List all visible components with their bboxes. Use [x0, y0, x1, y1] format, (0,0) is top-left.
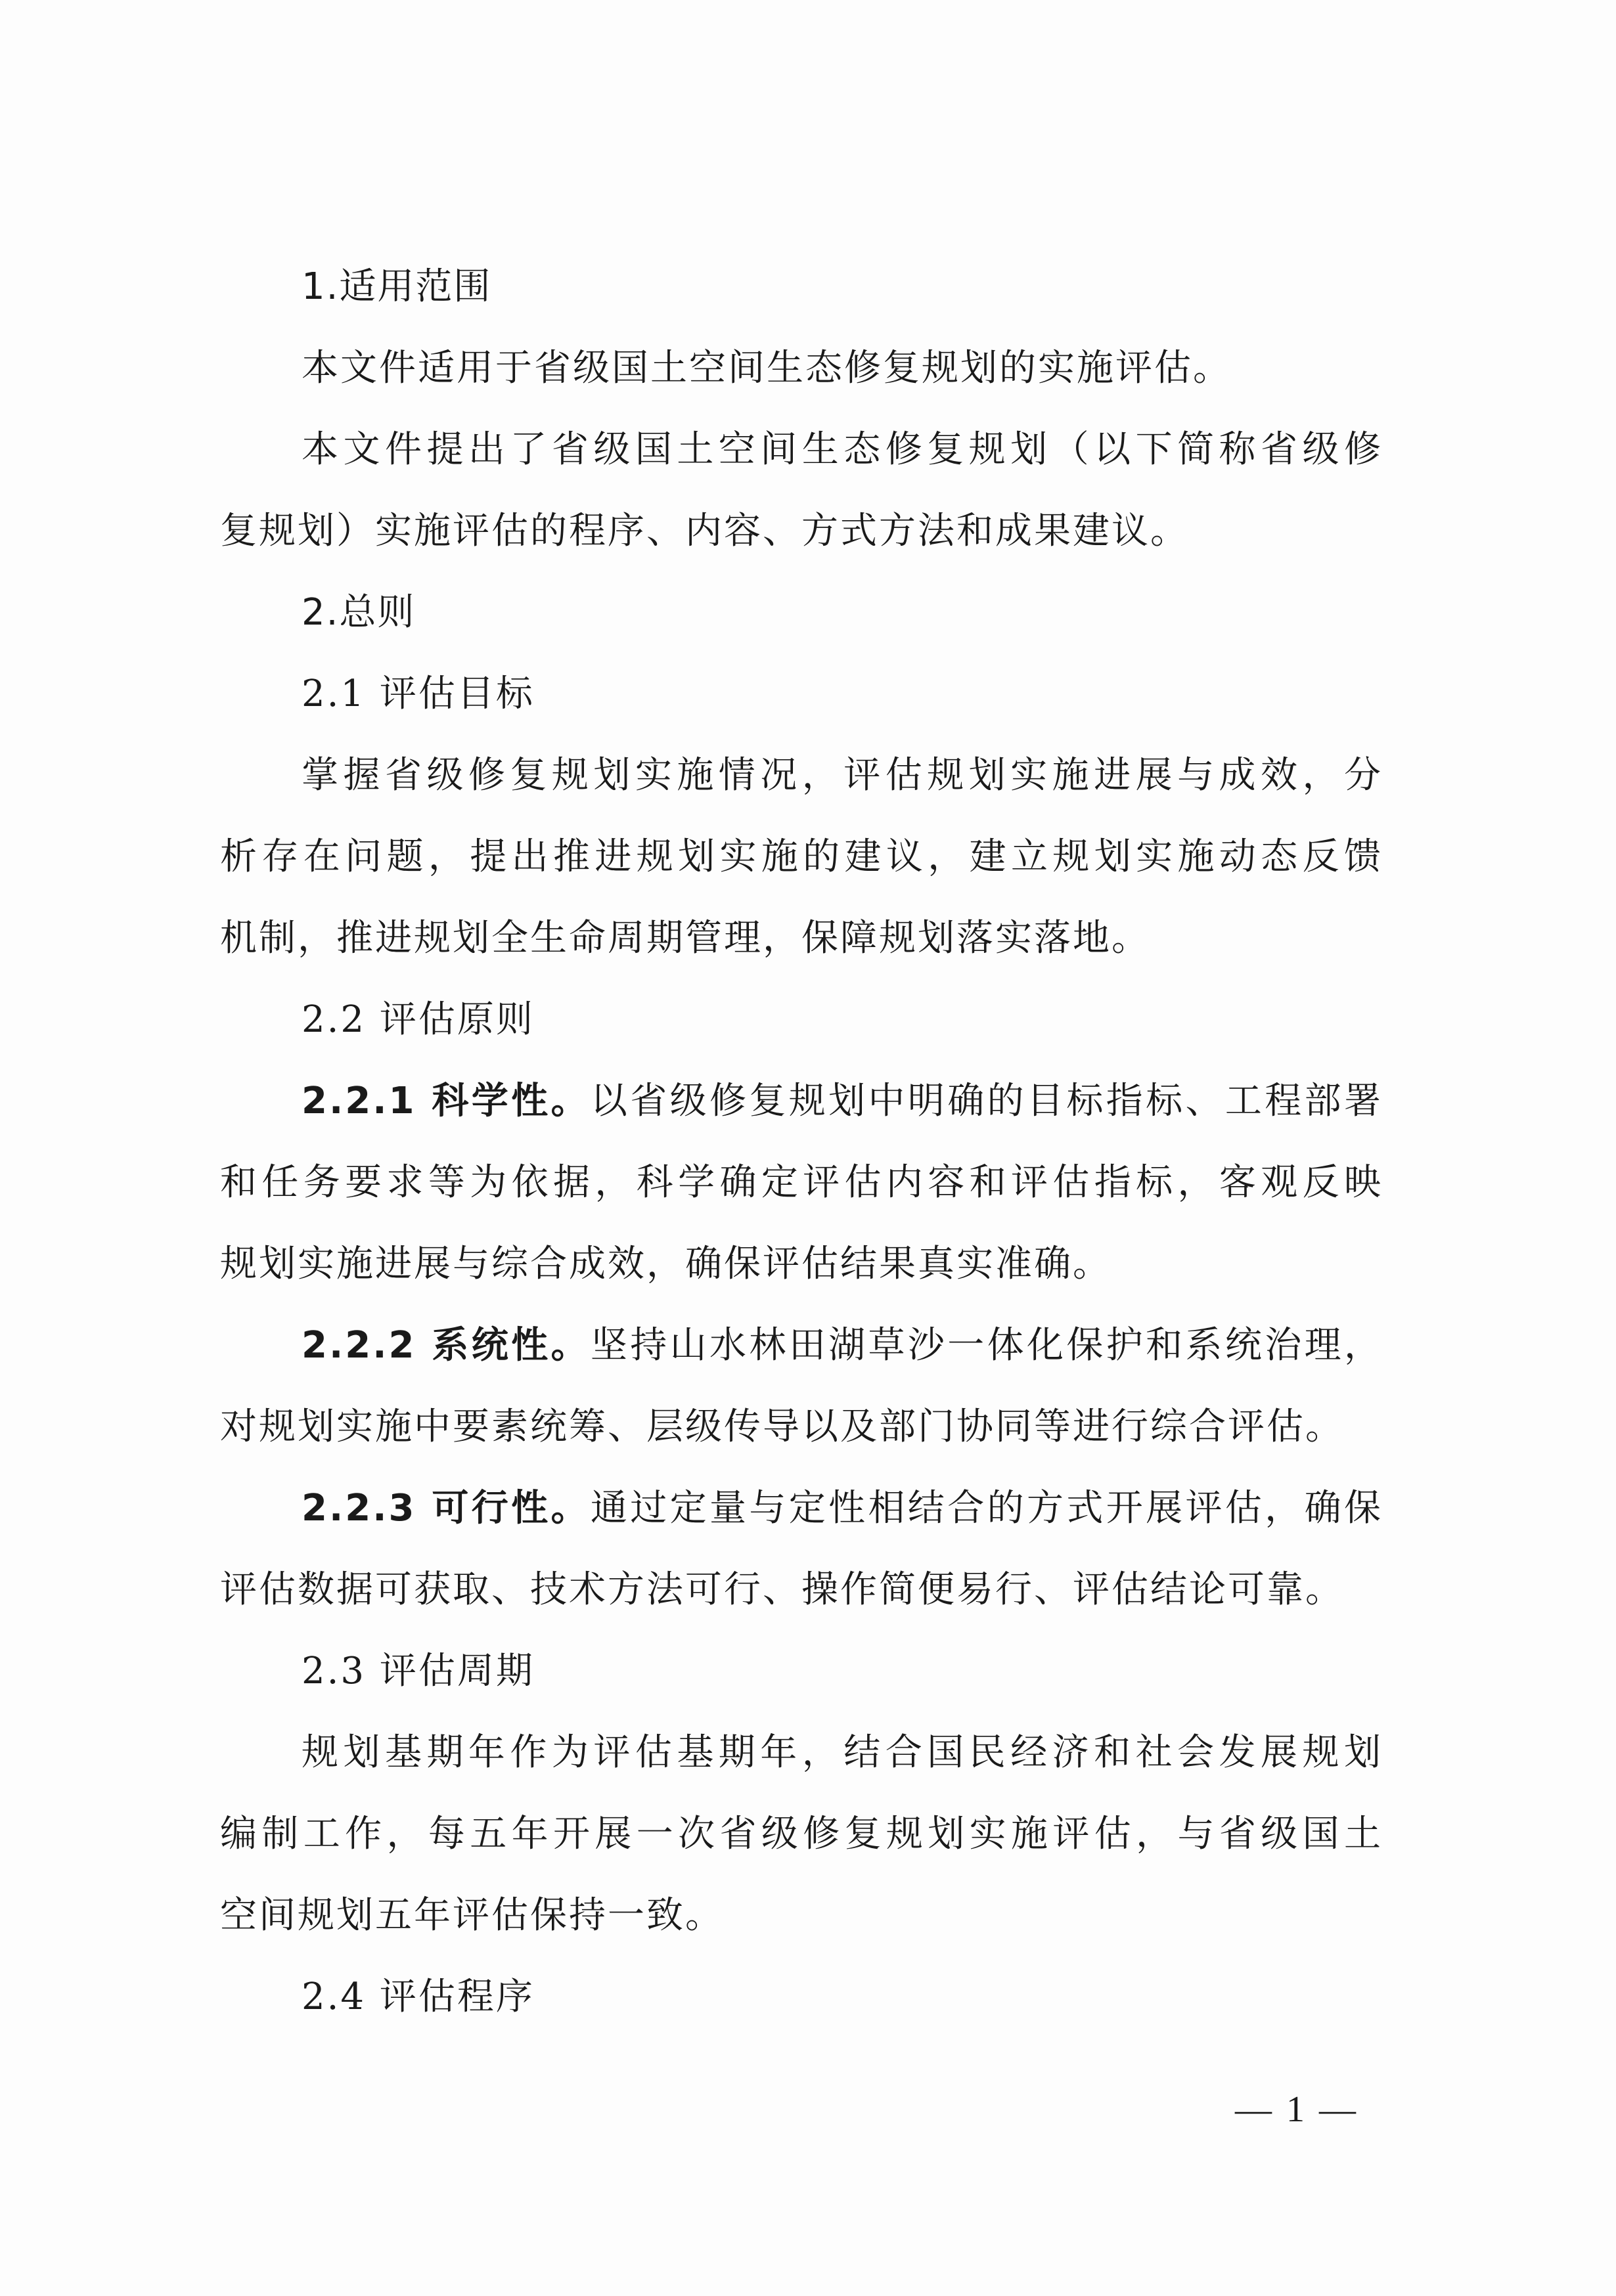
paragraph-scope-2-line-1: 本文件提出了省级国土空间生态修复规划（以下简称省级修: [302, 428, 1383, 471]
subsection-heading-cycle: 2.3 评估周期: [302, 1650, 535, 1692]
document-body: [220, 246, 1383, 2038]
paragraph-goals-line-2: 析存在问题，提出推进规划实施的建议，建立规划实施动态反馈: [220, 835, 1383, 878]
subsection-heading-principles: 2.2 评估原则: [302, 998, 535, 1041]
paragraph-cycle-line-1: 规划基期年作为评估基期年，结合国民经济和社会发展规划: [302, 1731, 1383, 1774]
page-number: — 1 —: [1235, 2089, 1358, 2130]
principle-systematic-lead: 2.2.2 系统性。: [302, 1324, 591, 1367]
principle-feasible-text: 通过定量与定性相结合的方式开展评估，确保: [590, 1487, 1383, 1530]
section-heading-scope: 1.适用范围: [302, 265, 492, 308]
paragraph-scope-1: 本文件适用于省级国土空间生态修复规划的实施评估。: [302, 347, 1232, 389]
paragraph-cycle-line-2: 编制工作，每五年开展一次省级修复规划实施评估，与省级国土: [220, 1813, 1383, 1855]
principle-systematic-line-1: [220, 1305, 1383, 1386]
paragraph-goals-line-3: 机制，推进规划全生命周期管理，保障规划落实落地。: [220, 917, 1150, 960]
principle-feasible-line-1: [220, 1468, 1383, 1549]
principle-systematic-text: 坚持山水林田湖草沙一体化保护和系统治理，: [590, 1324, 1383, 1367]
principle-scientific-line-2: 和任务要求等为依据，科学确定评估内容和评估指标，客观反映: [220, 1161, 1383, 1204]
principle-scientific-line-1: [220, 1061, 1383, 1142]
principle-systematic-line-2: 对规划实施中要素统筹、层级传导以及部门协同等进行综合评估。: [220, 1405, 1344, 1448]
subsection-heading-procedure: 2.4 评估程序: [302, 1976, 535, 2018]
subsection-heading-goals: 2.1 评估目标: [302, 673, 535, 715]
paragraph-cycle-line-3: 空间规划五年评估保持一致。: [220, 1894, 724, 1937]
principle-feasible-lead: 2.2.3 可行性。: [302, 1487, 591, 1530]
paragraph-goals-line-1: 掌握省级修复规划实施情况，评估规划实施进展与成效，分: [302, 754, 1383, 797]
principle-scientific-lead: 2.2.1 科学性。: [302, 1080, 591, 1122]
section-heading-general: 2.总则: [302, 591, 416, 634]
principle-scientific-line-3: 规划实施进展与综合成效，确保评估结果真实准确。: [220, 1243, 1111, 1285]
paragraph-scope-2-line-2: 复规划）实施评估的程序、内容、方式方法和成果建议。: [220, 510, 1189, 552]
principle-scientific-text: 以省级修复规划中明确的目标指标、工程部署: [590, 1080, 1383, 1122]
principle-feasible-line-2: 评估数据可获取、技术方法可行、操作简便易行、评估结论可靠。: [220, 1568, 1344, 1611]
